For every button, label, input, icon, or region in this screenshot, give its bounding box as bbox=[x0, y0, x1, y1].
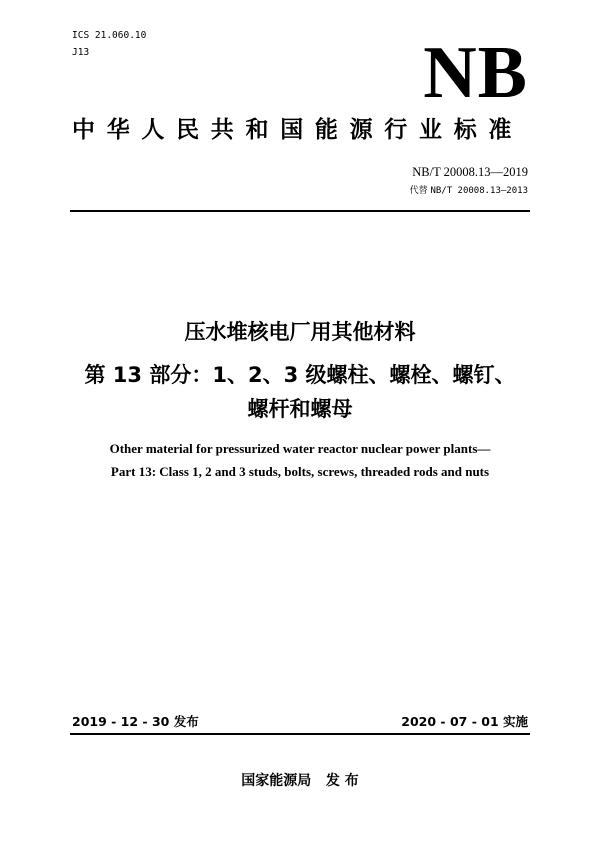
title-en-line-2: Part 13: Class 1, 2 and 3 studs, bolts, screws, threaded rods and nuts bbox=[110, 464, 490, 479]
standard-category: 中华人民共和国能源行业标准 bbox=[72, 117, 524, 143]
nb-logo: NB bbox=[423, 32, 528, 114]
title-zh-line-1: 压水堆核电厂用其他材料 bbox=[184, 320, 416, 344]
ics-code: ICS 21.060.10 bbox=[72, 30, 147, 41]
title-zh-line-3: 螺杆和螺母 bbox=[247, 397, 353, 421]
replaced-standard-number: NB/T 20008.13—2013 bbox=[430, 186, 528, 196]
top-divider bbox=[70, 210, 530, 212]
ccs-code: J13 bbox=[72, 47, 90, 58]
title-en-line-1: Other material for pressurized water reactor nuclear power plants— bbox=[109, 441, 491, 456]
title-zh-line-2: 第 13 部分：1、2、3 级螺柱、螺栓、螺钉、 bbox=[84, 363, 516, 387]
replaces-line bbox=[410, 183, 528, 196]
bottom-divider bbox=[70, 733, 530, 735]
publish-date: 2019 - 12 - 30 发布 bbox=[72, 714, 199, 729]
issuing-authority: 国家能源局 发 布 bbox=[241, 773, 359, 789]
effective-date: 2020 - 07 - 01 实施 bbox=[401, 714, 528, 729]
replaces-label: 代替 bbox=[409, 186, 428, 196]
standard-number: NB/T 20008.13—2019 bbox=[412, 165, 528, 179]
